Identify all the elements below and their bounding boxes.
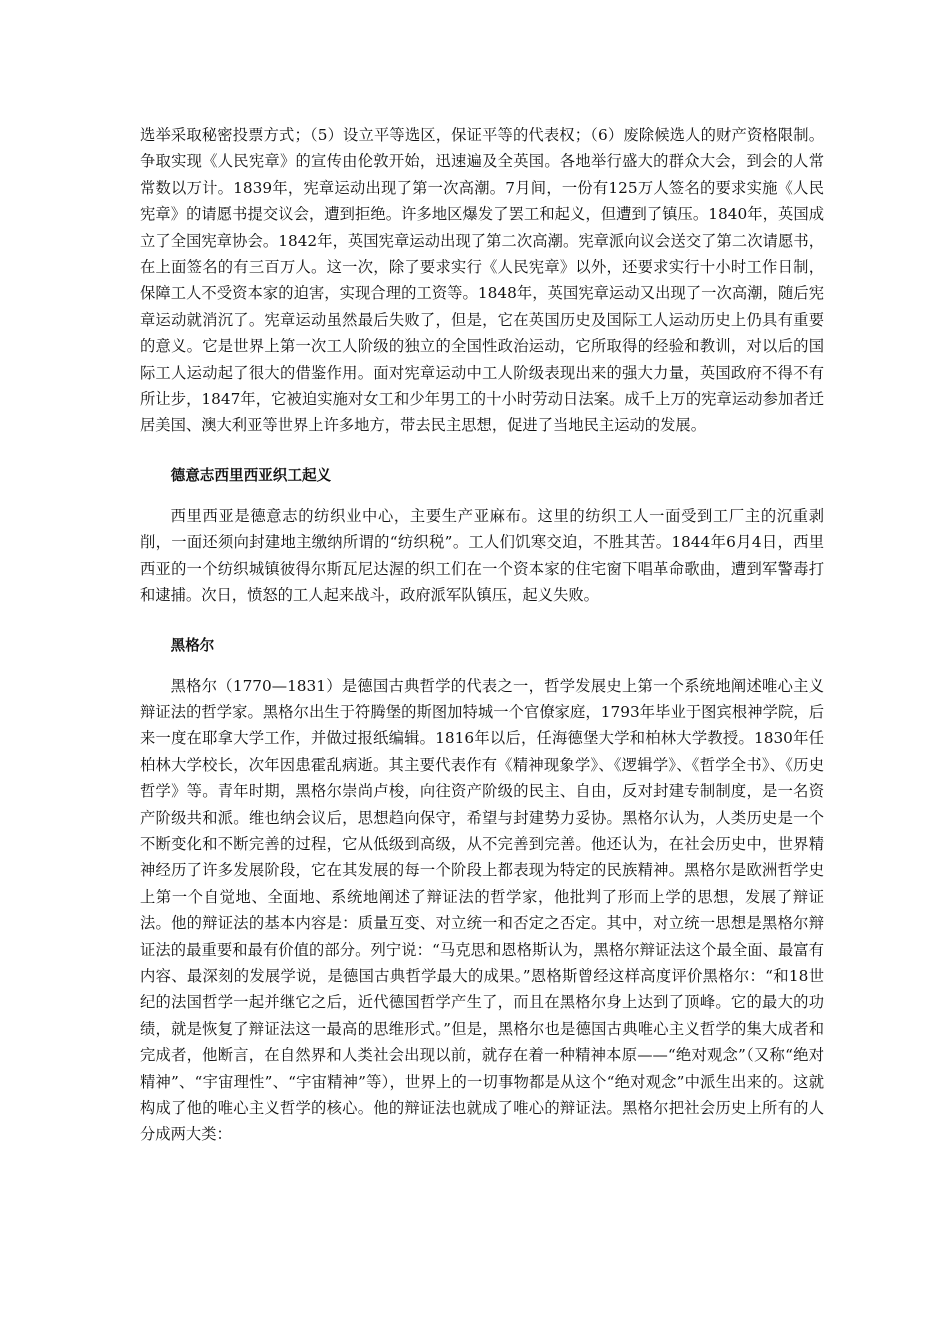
section-gap xyxy=(140,609,824,633)
section-gap xyxy=(140,489,824,503)
chartist-movement-paragraph: 选举采取秘密投票方式；（5）设立平等选区，保证平等的代表权；（6）废除候选人的财产资格限制。争取实现《人民宪章》的宣传由伦敦开始，迅速遍及全英国。各地举行盛大的群众大会，到会的人常常数以万计。1839年，宪章运动出现了第一次高潮。7月间，一份有125万人签名的要求实施《人民宪章》的请愿书提交议会，遭到拒绝。许多地区爆发了罢工和起义，但遭到了镇压。1840年，英国成立了全国宪章协会。1842年，英国宪章运动出现了第二次高潮。宪章派向议会送交了第二次请愿书，在上面签名的有三百万人。这一次，除了要求实行《人民宪章》以外，还要求实行十小时工作日制，保障工人不受资本家的迫害，实现合理的工资等。1848年，英国宪章运动又出现了一次高潮，随后宪章运动就消沉了。宪章运动虽然最后失败了，但是，它在英国历史及国际工人运动历史上仍具有重要的意义。它是世界上第一次工人阶级的独立的全国性政治运动，它所取得的经验和教训，对以后的国际工人运动起了很大的借鉴作用。面对宪章运动中工人阶级表现出来的强大力量，英国政府不得不有所让步，1847年，它被迫实施对女工和少年男工的十小时劳动日法案。成千上万的宪章运动参加者迁居美国、澳大利亚等世界上许多地方，带去民主思想，促进了当地民主运动的发展。 xyxy=(140,126,824,435)
section-gap xyxy=(140,659,824,673)
section-gap xyxy=(140,439,824,463)
section-heading-silesian-weavers: 德意志西里西亚织工起义 xyxy=(170,466,332,484)
document-page xyxy=(140,122,824,1148)
hegel-paragraph: 黑格尔（1770—1831）是德国古典哲学的代表之一，哲学发展史上第一个系统地阐述唯心主义辩证法的哲学家。黑格尔出生于符腾堡的斯图加特城一个官僚家庭，1793年毕业于图宾根神学院，后来一度在耶拿大学工作，并做过报纸编辑。1816年以后，任海德堡大学和柏林大学教授。1830年任柏林大学校长，次年因患霍乱病逝。其主要代表作有《精神现象学》、《逻辑学》、《哲学全书》、《历史哲学》等。青年时期，黑格尔崇尚卢梭，向往资产阶级的民主、自由，反对封建专制制度，是一名资产阶级共和派。维也纳会议后，思想趋向保守，希望与封建势力妥协。黑格尔认为，人类历史是一个不断变化和不断完善的过程，它从低级到高级，从不完善到完善。他还认为，在社会历史中，世界精神经历了许多发展阶段，它在其发展的每一个阶段上都表现为特定的民族精神。黑格尔是欧洲哲学史上第一个自觉地、全面地、系统地阐述了辩证法的哲学家，他批判了形而上学的思想，发展了辩证法。他的辩证法的基本内容是：质量互变、对立统一和否定之否定。其中，对立统一思想是黑格尔辩证法的最重要和最有价值的部分。列宁说：“马克思和恩格斯认为，黑格尔辩证法这个最全面、最富有内容、最深刻的发展学说，是德国古典哲学最大的成果。”恩格斯曾经这样高度评价黑格尔：“和18世纪的法国哲学一起并继它之后，近代德国哲学产生了，而且在黑格尔身上达到了顶峰。它的最大的功绩，就是恢复了辩证法这一最高的思维形式。”但是，黑格尔也是德国古典唯心主义哲学的集大成者和完成者，他断言，在自然界和人类社会出现以前，就存在着一种精神本原——“绝对观念”（又称“绝对精神”、“宇宙理性”、“宇宙精神”等），世界上的一切事物都是从这个“绝对观念”中派生出来的。这就构成了他的唯心主义哲学的核心。他的辩证法也就成了唯心的辩证法。黑格尔把社会历史上所有的人分成两大类： xyxy=(140,676,824,1144)
section-heading-hegel: 黑格尔 xyxy=(170,636,215,654)
silesian-weavers-paragraph: 西里西亚是德意志的纺织业中心，主要生产亚麻布。这里的纺织工人一面受到工厂主的沉重剥削，一面还须向封建地主缴纳所谓的“纺织税”。工人们饥寒交迫，不胜其苦。1844年6月4日，西里西亚的一个纺织城镇彼得尔斯瓦尼达渥的织工们在一个资本家的住宅窗下唱革命歌曲，遭到军警毒打和逮捕。次日，愤怒的工人起来战斗，政府派军队镇压，起义失败。 xyxy=(140,506,824,605)
